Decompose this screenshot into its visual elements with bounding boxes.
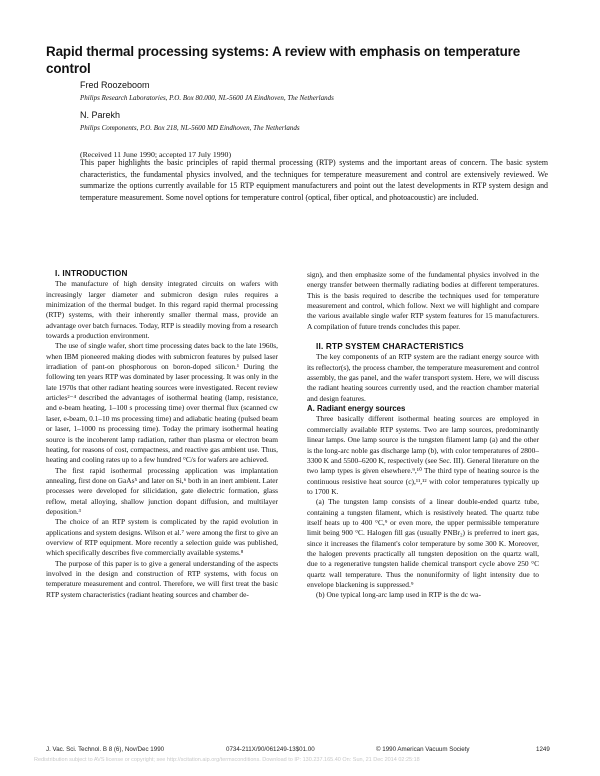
author-name: N. Parekh	[80, 110, 121, 120]
article-code: 0734-211X/90/061249-13$01.00	[226, 746, 315, 753]
paper-title: Rapid thermal processing systems: A review with emphasis on temperature control	[46, 44, 521, 76]
abstract: This paper highlights the basic principles of rapid thermal processing (RTP) systems and the important areas of concern. The basic system characteristics, the fundamental physics involved, and the techniques for temperature measurement and control are extensively reviewed. We summarize the options currently available for 15 RTP equipment manufacturers and point out the latest developments in RTP system design and temperature measurement. Some novel options for temperature control (optical, fiber optical, and photoacoustic) are included.	[80, 158, 548, 202]
author-name: Fred Roozeboom	[80, 80, 150, 90]
page-number: 1249	[536, 746, 550, 753]
section-heading: II. RTP SYSTEM CHARACTERISTICS	[316, 342, 464, 352]
section-heading: I. INTRODUCTION	[55, 269, 128, 278]
body-paragraph: The key components of an RTP system are the radiant energy source with its reflector(s), the process chamber, the temperature measurement and control assembly, the gas panel, and the wafer transport system. Here, we will discuss the radiant heating sources currently used, and the reaction chamber material and design features.	[307, 352, 539, 403]
download-watermark: Redistribution subject to AVS license or copyright; see http://scitation.aip.org/termsconditions. Download to IP: 130.237.165.40 On: Sun, 21 Dec 2014 02:25:18	[34, 757, 420, 763]
body-paragraph: The first rapid isothermal processing application was implantation annealing, first done on GaAs⁵ and later on Si,⁶ both in an inert ambient. Later processes were developed for silicidation, gate dielectric formation, glass reflow, metal alloying, shallow junction dopant diffusion, and multilayer deposition.³	[46, 465, 278, 516]
right-column	[307, 270, 539, 601]
body-paragraph: The purpose of this paper is to give a general understanding of the aspects involved in the design and construction of RTP systems, with focus on temperature measurement and control. Therefore, we will first treat the basic RTP system characteristics (radiant heating sources and chamber de-	[46, 558, 278, 599]
body-paragraph: The choice of an RTP system is complicated by the rapid evolution in applications and system designs. Wilson et al.⁷ were among the first to give an overview of RTP equipment. More recently a selection guide was published, which specifically describes five commercially available systems.⁸	[46, 517, 278, 558]
author-affiliation: Philips Components, P.O. Box 218, NL-5600 MD Eindhoven, The Netherlands	[80, 124, 300, 132]
subsection-heading: A. Radiant energy sources	[307, 404, 406, 414]
author-affiliation: Philips Research Laboratories, P.O. Box 80.000, NL-5600 JA Eindhoven, The Netherlands	[80, 94, 334, 102]
received-dates: (Received 11 June 1990; accepted 17 July 1990)	[80, 150, 232, 159]
left-column	[46, 269, 278, 600]
body-paragraph: sign), and then emphasize some of the fundamental physics involved in the energy transfer between thermally radiating bodies at different temperatures. This is the basis required to describe the techniques used for temperature measurement and control, which follow. Next we will highlight and compare the various available single wafer RTP system features for 15 manufacturers. A compilation of future trends concludes this paper.	[307, 270, 539, 331]
body-paragraph: The manufacture of high density integrated circuits on wafers with increasingly larger diameter and submicron design rules requires a minimization of the thermal budget. In this regard rapid thermal processing (RTP) systems, with their inherently smaller thermal mass, provide an advantage over batch furnaces. Today, RTP is steadily moving from a research towards a production environment.	[46, 279, 278, 341]
body-paragraph: (a) The tungsten lamp consists of a linear double-ended quartz tube, containing a tungsten filament, which is resistively heated. The quartz tube itself heats up to 400 °C,⁹ or even more, the upper permissible temperature limit being 900 °C. Halogen fill gas (usually PNBr₂) is preferred to inert gas, since it increases the filament's color temperature by some 300 K. Moreover, the halogen prevents practically all tungsten deposition on the quartz wall, due to a regenerative tungsten halide chemical transport cycle above 250 °C quartz wall temperature. Thus the nonuniformity of light intensity due to envelope blackening is suppressed.⁹	[307, 497, 539, 589]
body-paragraph: Three basically different isothermal heating sources are employed in commercially available RTP systems. Two are lamp sources, predominantly linear lamps. One lamp source is the tungsten filament lamp (a) and the other is the long-arc noble gas discharge lamp (b), with color temperatures of 2800–3300 K and 5500–6200 K, respectively (see Sec. III). General literature on the two lamp types is given elsewhere.⁹,¹⁰ The third type of heating source is the continuous resistive heat source (c),¹¹,¹² with color temperatures typically up to 1700 K.	[307, 414, 539, 496]
body-paragraph: The use of single wafer, short time processing dates back to the late 1960s, when IBM pioneered making diodes with submicron features by pulsed laser irradiation of pant-on phosphorous on boron-doped silicon.¹ During the following ten years RTP was dominated by laser processing. It was only in the late 1970s that other radiant heating sources were investigated. Recent review articles²⁻⁴ described the advantages of isothermal heating (lamp, resistance, and e-beam heating, 1–100 s processing time) over thermal flux (scanned cw laser, e-beam, 0.1–10 ms processing time) and adiabatic heating (pulsed beam or laser, 1–1000 ns processing time). Today the primary isothermal heating source is the incoherent lamp radiation, rather than plasma or electron beam heating, for reasons of cost, compactness, and reactive gas ambient use. Thus, heating and cooling rates up to a few hundred °C/s for wafers are achieved.	[46, 341, 278, 465]
body-paragraph: (b) One typical long-arc lamp used in RTP is the dc wa-	[316, 590, 481, 600]
journal-citation: J. Vac. Sci. Technol. B 8 (6), Nov/Dec 1990	[46, 746, 165, 753]
copyright: © 1990 American Vacuum Society	[376, 746, 470, 753]
